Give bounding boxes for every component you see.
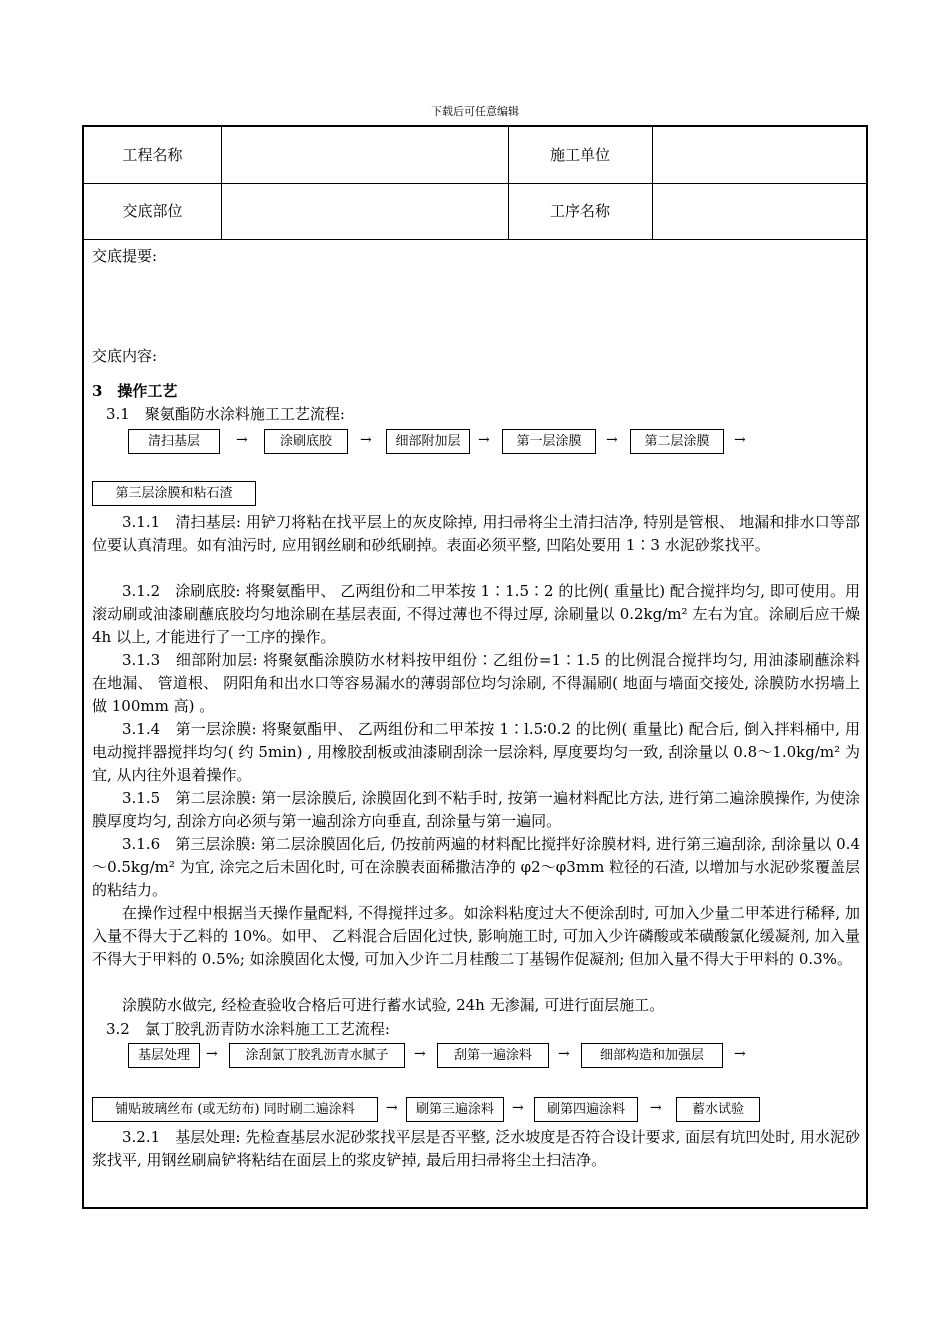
divider: [508, 127, 509, 239]
header-row-1: [84, 127, 866, 184]
flow-step: 刮第一遍涂料: [437, 1043, 549, 1068]
flow-step: 刷第四遍涂料: [534, 1097, 638, 1122]
project-name-value[interactable]: [221, 127, 508, 183]
paragraph-3-1-6: 3.1.6 第三层涂膜: 第二层涂膜固化后, 仍按前两遍的材料配比搅拌好涂膜材料, 进行第三遍刮涂, 刮涂量以 0.4～0.5kg/m² 为宜, 涂完之后未固化时, 可在涂膜表面稀撒洁净的 φ2～φ3mm 粒径的石渣, 以增加与水泥砂浆覆盖层的粘结力。: [92, 835, 860, 899]
divider: [221, 127, 222, 239]
subsection-title: 3.2 氯丁胶乳沥青防水涂料施工工艺流程:: [106, 1020, 390, 1038]
paragraph-3-1-2: 3.1.2 涂刷底胶: 将聚氨酯甲、 乙两组份和二甲苯按 1∶1.5∶2 的比例( 重量比) 配合搅拌均匀, 即可使用。用滚动刷或油漆刷蘸底胶均匀地涂刷在基层表面, 不得过薄也不得过厚, 涂刷量以 0.2kg/m² 左右为宜。涂刷后应干燥 4h 以上, 才能进行了一工序的操作。: [92, 582, 860, 646]
flow-step: 细部附加层: [386, 429, 470, 454]
arrow-icon: →: [414, 1046, 426, 1062]
subsection-title: 3.1 聚氨酯防水涂料施工工艺流程:: [106, 405, 345, 423]
paragraph-3-1-4: 3.1.4 第一层涂膜: 将聚氨酯甲、 乙两组份和二甲苯按 1∶l.5∶0.2 的比例( 重量比) 配合后, 倒入拌料桶中, 用电动搅拌器搅拌均匀( 约 5min) , 用橡胶刮板或油漆刷刮涂一层涂料, 厚度要均匀一致, 刮涂量以 0.8～1.0kg/m² 为宜, 从内往外退着操作。: [92, 720, 860, 784]
arrow-icon: →: [734, 432, 746, 448]
arrow-icon: →: [386, 1100, 398, 1116]
flow-step: 第一层涂膜: [502, 429, 596, 454]
header-note: 下载后可任意编辑: [431, 105, 519, 118]
paragraph-3-1-3: 3.1.3 细部附加层: 将聚氨酯涂膜防水材料按甲组份∶乙组份=1∶1.5 的比例混合搅拌均匀, 用油漆刷蘸涂料在地漏、 管道根、 阴阳角和出水口等容易漏水的薄弱部位均匀涂刷, 不得漏刷( 地面与墙面交接处, 涂膜防水拐墙上做 100mm 高) 。: [92, 651, 860, 715]
header-row-2: [84, 183, 866, 240]
process-name-value[interactable]: [652, 183, 866, 239]
process-name-label: 工序名称: [549, 202, 610, 220]
construction-unit-value[interactable]: [652, 127, 866, 183]
arrow-icon: →: [478, 432, 490, 448]
arrow-icon: →: [512, 1100, 524, 1116]
disclosure-part-value[interactable]: [221, 183, 508, 239]
construction-unit-label: 施工单位: [549, 146, 610, 164]
arrow-icon: →: [206, 1046, 218, 1062]
flow-step: 铺贴玻璃丝布 (或无纺布) 同时刷二遍涂料: [92, 1097, 378, 1122]
arrow-icon: →: [650, 1100, 662, 1116]
flow-step: 第二层涂膜: [630, 429, 724, 454]
arrow-icon: →: [236, 432, 248, 448]
disclosure-part-label: 交底部位: [122, 202, 183, 220]
section-heading: 3 操作工艺: [92, 382, 178, 400]
flow-step: 涂刷底胶: [264, 429, 348, 454]
flow-step: 刷第三遍涂料: [406, 1097, 504, 1122]
flow-step: 细部构造和加强层: [581, 1043, 723, 1068]
paragraph-3-1-1: 3.1.1 清扫基层: 用铲刀将粘在找平层上的灰皮除掉, 用扫帚将尘土清扫洁净, 特别是管根、 地漏和排水口等部位要认真清理。如有油污时, 应用钢丝刷和砂纸刷掉。表面必须平整, 凹陷处要用 1∶3 水泥砂浆找平。: [92, 513, 860, 554]
paragraph-note: 在操作过程中根据当天操作量配料, 不得搅拌过多。如涂料粘度过大不便涂刮时, 可加入少量二甲苯进行稀释, 加入量不得大于乙料的 10%。如甲、 乙料混合后固化过快, 影响施工时, 可加入少许磷酸或苯磺酸氯化缓凝剂, 加入量不得大于甲料的 0.5%; 如涂膜固化太慢, 可加入少许二月桂酸二丁基锡作促凝剂; 但加入量不得大于甲料的 0.3%。: [92, 904, 860, 968]
flow-step: 清扫基层: [128, 429, 220, 454]
arrow-icon: →: [558, 1046, 570, 1062]
paragraph-3-2-1: 3.2.1 基层处理: 先检查基层水泥砂浆找平层是否平整, 泛水坡度是否符合设计要求, 面层有坑凹处时, 用水泥砂浆找平, 用钢丝刷扁铲将粘结在面层上的浆皮铲掉, 最后用扫帚将尘土扫洁净。: [92, 1128, 860, 1169]
arrow-icon: →: [360, 432, 372, 448]
summary-label: 交底提要:: [92, 247, 158, 265]
flow-step: 涂刮氯丁胶乳沥青水腻子: [229, 1043, 405, 1068]
arrow-icon: →: [734, 1046, 746, 1062]
flow-step: 基层处理: [128, 1043, 200, 1068]
disclosure-form: [82, 125, 868, 1209]
paragraph-water-test: 涂膜防水做完, 经检查验收合格后可进行蓄水试验, 24h 无渗漏, 可进行面层施工。: [122, 996, 665, 1014]
project-name-label: 工程名称: [122, 146, 183, 164]
content-label: 交底内容:: [92, 347, 158, 365]
divider: [652, 127, 653, 239]
flow-step: 第三层涂膜和粘石渣: [92, 481, 256, 506]
flow-step: 蓄水试验: [676, 1097, 760, 1122]
arrow-icon: →: [606, 432, 618, 448]
paragraph-3-1-5: 3.1.5 第二层涂膜: 第一层涂膜后, 涂膜固化到不粘手时, 按第一遍材料配比方法, 进行第二遍涂膜操作, 为使涂膜厚度均匀, 刮涂方向必须与第一遍刮涂方向垂直, 刮涂量与第一遍同。: [92, 789, 860, 830]
